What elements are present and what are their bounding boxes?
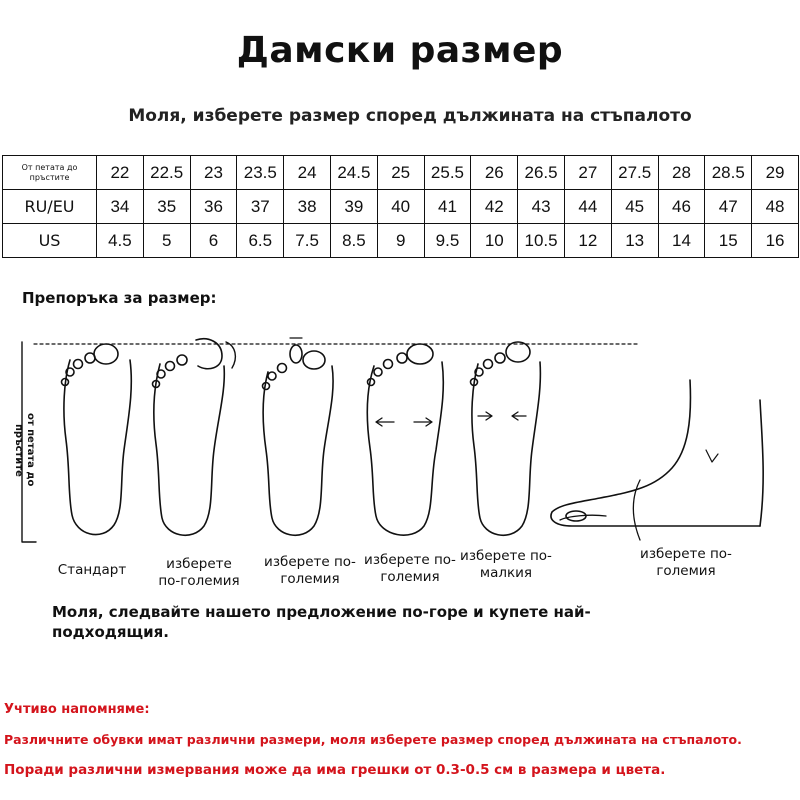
caption-curled-toe: изберете по-големия — [158, 556, 240, 589]
table-cell: 25 — [377, 156, 424, 190]
table-cell: 10.5 — [518, 224, 565, 258]
table-cell: 10 — [471, 224, 518, 258]
table-cell: 6.5 — [237, 224, 284, 258]
vertical-axis-label: от петата до пръстите — [13, 413, 36, 487]
table-row-us — [3, 224, 799, 258]
page-subtitle: Моля, изберете размер според дължината на стъпалото — [128, 106, 692, 126]
table-cell: 14 — [658, 224, 705, 258]
table-cell: 37 — [237, 190, 284, 224]
table-cell: 48 — [752, 190, 799, 224]
table-cell: 23.5 — [237, 156, 284, 190]
table-cell: 9 — [377, 224, 424, 258]
caption-standard: Стандарт — [57, 562, 127, 578]
notice-line-sizes: Различните обувки имат различни размери, моля изберете размер според дължината на стъпалото. — [4, 732, 742, 747]
table-cell: 38 — [284, 190, 331, 224]
table-cell: 24.5 — [330, 156, 377, 190]
table-cell: 5 — [143, 224, 190, 258]
table-cell: 28 — [658, 156, 705, 190]
table-cell: 27.5 — [611, 156, 658, 190]
table-cell: 7.5 — [284, 224, 331, 258]
table-cell: 25.5 — [424, 156, 471, 190]
table-cell: 41 — [424, 190, 471, 224]
foot-wide-icon — [367, 344, 443, 535]
page-title: Дамски размер — [236, 30, 564, 71]
table-cell: 44 — [564, 190, 611, 224]
foot-side-view-icon — [551, 380, 763, 540]
table-cell: 35 — [143, 190, 190, 224]
table-cell: 16 — [752, 224, 799, 258]
table-cell: 40 — [377, 190, 424, 224]
table-cell: 39 — [330, 190, 377, 224]
foot-narrow-icon — [471, 342, 541, 535]
table-row-foot-length — [3, 156, 799, 190]
table-row-ru-eu — [3, 190, 799, 224]
row-label-us: US — [3, 224, 97, 258]
table-cell: 24 — [284, 156, 331, 190]
table-cell: 13 — [611, 224, 658, 258]
table-cell: 26.5 — [518, 156, 565, 190]
table-cell: 22.5 — [143, 156, 190, 190]
table-cell: 9.5 — [424, 224, 471, 258]
table-cell: 29 — [752, 156, 799, 190]
table-cell: 43 — [518, 190, 565, 224]
notice-heading: Учтиво напомняме: — [4, 702, 150, 717]
table-cell: 47 — [705, 190, 752, 224]
foot-illustrations — [0, 320, 800, 570]
table-cell: 26 — [471, 156, 518, 190]
table-cell: 34 — [97, 190, 144, 224]
size-chart-table — [2, 155, 799, 258]
table-cell: 45 — [611, 190, 658, 224]
table-cell: 28.5 — [705, 156, 752, 190]
table-cell: 4.5 — [97, 224, 144, 258]
recommendation-heading: Препоръка за размер: — [22, 289, 217, 307]
foot-curled-toe-icon — [153, 339, 236, 535]
table-cell: 15 — [705, 224, 752, 258]
table-cell: 42 — [471, 190, 518, 224]
table-cell: 46 — [658, 190, 705, 224]
caption-side-view: изберете по-големия — [640, 546, 732, 579]
table-cell: 12 — [564, 224, 611, 258]
foot-long-second-toe-icon — [263, 338, 334, 535]
foot-standard-icon — [62, 344, 132, 535]
row-label-ru-eu: RU/EU — [3, 190, 97, 224]
row-label-foot-length: От петата до пръстите — [3, 156, 97, 190]
notice-line-measurement: Поради различни измервания може да има грешки от 0.3-0.5 см в размера и цвета. — [4, 762, 666, 778]
table-cell: 6 — [190, 224, 237, 258]
caption-wide-foot: изберете по-големия — [364, 552, 456, 585]
table-cell: 36 — [190, 190, 237, 224]
table-cell: 23 — [190, 156, 237, 190]
table-cell: 27 — [564, 156, 611, 190]
recommendation-note: Моля, следвайте нашето предложение по-горе и купете най-подходящия. — [52, 603, 591, 641]
caption-narrow-foot: изберете по-малкия — [460, 548, 552, 581]
table-cell: 8.5 — [330, 224, 377, 258]
table-cell: 22 — [97, 156, 144, 190]
caption-long-second-toe: изберете по-големия — [264, 554, 356, 587]
